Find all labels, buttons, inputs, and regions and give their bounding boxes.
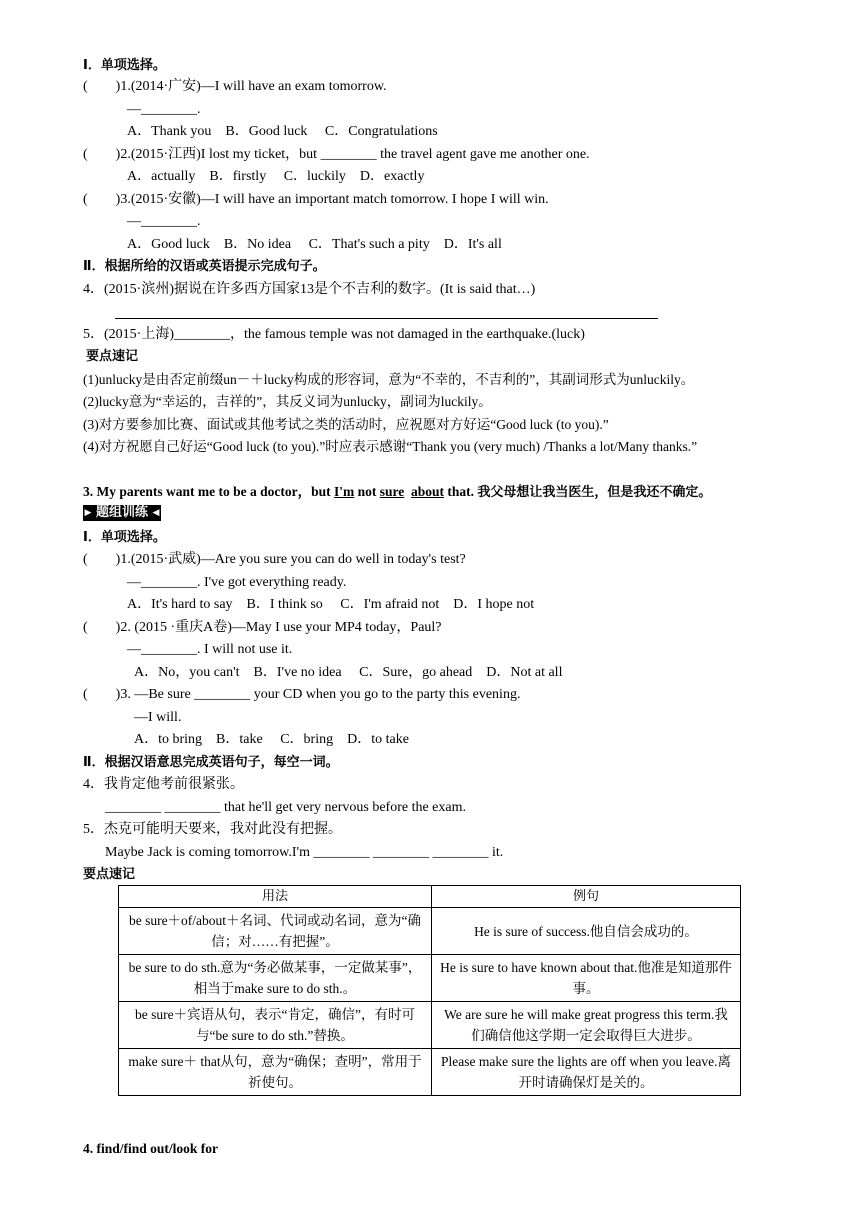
table-header-usage: 用法 [119,886,432,908]
question-2-options: A．actually B．firstly C．luckily D．exactly [127,169,425,184]
s3-notes-title: 要点速记 [83,867,136,882]
s3-question-3-stem: ( )3. —Be sure ________ your CD when you go to the party this evening. [83,687,521,702]
table-cell-usage: be sure to do sth.意为“务必做某事，一定做某事”，相当于make sure to do sth.。 [119,955,432,1002]
usage-table [118,885,741,1096]
answer-line [115,318,658,319]
table-cell-example: Please make sure the lights are off when you leave.离开时请确保灯是关的。 [432,1049,741,1096]
question-5: 5．(2015·上海)________，the famous temple was not damaged in the earthquake.(luck) [83,327,585,342]
s3-question-2-stem: ( )2. (2015 ·重庆A卷)—May I use your MP4 today，Paul? [83,620,442,635]
table-cell-example: He is sure of success.他自信会成功的。 [432,908,741,955]
question-1-reply: —________. [127,102,201,117]
table-cell-usage: make sure＋ that从句，意为“确保；查明”，常用于祈使句。 [119,1049,432,1096]
note-1: (1)unlucky是由否定前缀un－＋lucky构成的形容词，意为“不幸的，不吉利的”，其副词形式为unluckily。 [83,372,695,387]
table-cell-usage: be sure＋of/about＋名词、代词或动名词，意为“确信；对……有把握”。 [119,908,432,955]
question-1-options: A．Thank you B．Good luck C．Congratulations [127,124,438,139]
section-4-title: 4. find/find out/look for [83,1141,219,1156]
note-3: (3)对方要参加比赛、面试或其他考试之类的活动时，应祝愿对方好运“Good luck (to you).” [83,417,609,432]
practice-tag: ▶ 题组训练 ◀ [84,505,160,520]
question-3-options: A．Good luck B．No idea C．That's such a pity D．It's all [127,237,502,252]
s3-question-4-cn: 4．我肯定他考前很紧张。 [83,777,244,792]
s3-question-3-options: A．to bring B．take C．bring D．to take [134,732,409,747]
section-3-heading-2: Ⅱ．根据汉语意思完成英语句子，每空一词。 [83,755,339,770]
question-3-stem: ( )3.(2015·安徽)—I will have an important match tomorrow. I hope I will win. [83,192,549,207]
left-arrow-icon: ◀ [151,505,161,521]
s3-question-1-stem: ( )1.(2015·武威)—Are you sure you can do well in today's test? [83,552,466,567]
table-row [119,908,741,955]
table-cell-example: He is sure to have known about that.他准是知道那件事。 [432,955,741,1002]
question-4: 4．(2015·滨州)据说在许多西方国家13是个不吉利的数字。(It is said that…) [83,282,536,297]
s3-question-5-cn: 5．杰克可能明天要来，我对此没有把握。 [83,822,342,837]
section-3-heading-1: Ⅰ．单项选择。 [83,530,166,545]
question-1-stem: ( )1.(2014·广安)—I will have an exam tomorrow. [83,79,387,94]
s3-question-3-reply: —I will. [134,710,182,725]
s3-question-5-en: Maybe Jack is coming tomorrow.I'm ________ ________ ________ it. [105,845,504,860]
notes-title: 要点速记 [86,349,139,364]
table-cell-example: We are sure he will make great progress this term.我们确信他这学期一定会取得巨大进步。 [432,1002,741,1049]
right-arrow-icon: ▶ [83,505,93,521]
table-row [119,1002,741,1049]
note-2: (2)lucky意为“幸运的，吉祥的”，其反义词为unlucky，副词为luckily。 [83,394,492,409]
section-heading-2: Ⅱ．根据所给的汉语或英语提示完成句子。 [83,259,326,274]
table-header-example: 例句 [432,886,741,908]
question-3-reply: —________. [127,214,201,229]
s3-question-2-reply: —________. I will not use it. [127,642,293,657]
table-row [119,1049,741,1096]
section-heading-1: Ⅰ．单项选择。 [83,58,166,73]
table-header-row [119,886,741,908]
s3-question-2-options: A．No，you can't B．I've no idea C．Sure，go ahead D．Not at all [134,665,563,680]
note-4: (4)对方祝愿自己好运“Good luck (to you).”时应表示感谢“Thank you (very much) /Thanks a lot/Many thanks.” [83,439,698,454]
table-row [119,955,741,1002]
question-2-stem: ( )2.(2015·江西)I lost my ticket，but ________ the travel agent gave me another one. [83,147,590,162]
s3-question-1-reply: —________. I've got everything ready. [127,575,347,590]
s3-question-4-en: ________ ________ that he'll get very nervous before the exam. [105,800,466,815]
s3-question-1-options: A．It's hard to say B．I think so C．I'm afraid not D．I hope not [127,597,535,612]
table-cell-usage: be sure＋宾语从句，表示“肯定，确信”，有时可与“be sure to do sth.”替换。 [119,1002,432,1049]
section-3-title: 3. My parents want me to be a doctor，but I'm not sure about that. 我父母想让我当医生，但是我还不确定。 [83,484,712,500]
